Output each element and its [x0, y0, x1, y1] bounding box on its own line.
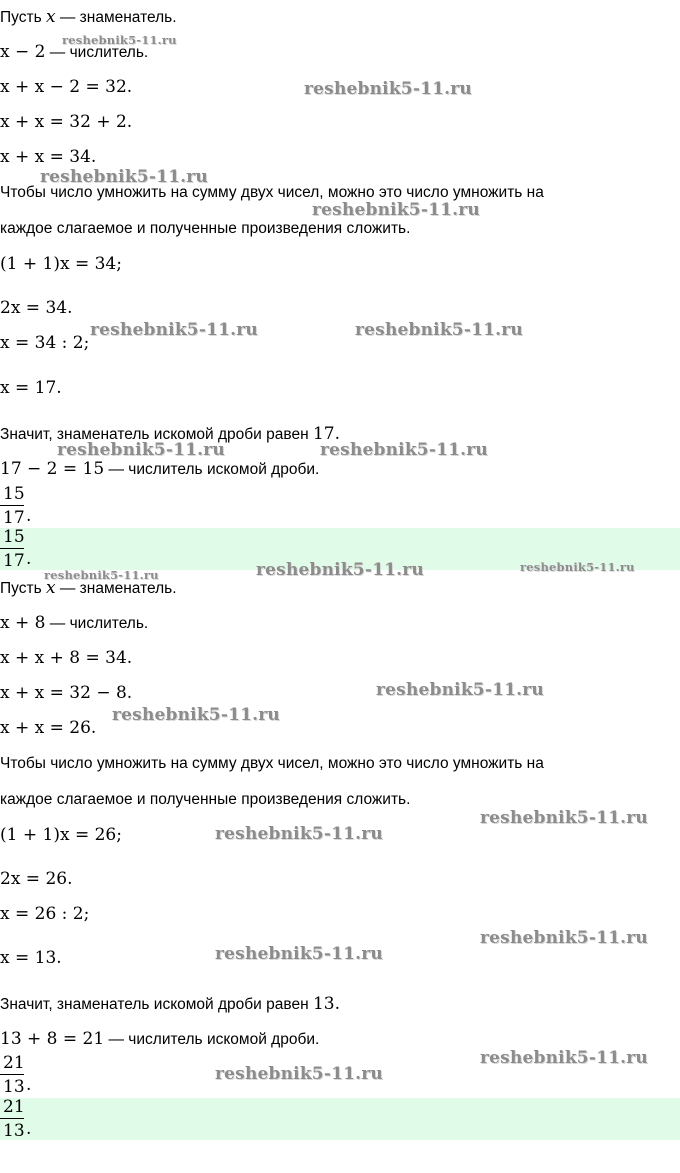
p1-fraction-bar [0, 505, 24, 506]
p2-eq-7: x = 13. [0, 948, 62, 968]
p2-numerator-calc: 13 + 8 = 21 [0, 1029, 105, 1049]
p2-numerator-line [0, 613, 148, 634]
p2-eq-4: (1 + 1)x = 26; [0, 825, 122, 845]
p1-numerator-expr: x − 2 [0, 42, 46, 62]
p1-fraction-dot: . [26, 506, 32, 526]
p1-eq-7: x = 17. [0, 378, 62, 398]
watermark: reshebnik5-11.ru [215, 824, 383, 844]
p1-conclusion-text: Значит, знаменатель искомой дроби равен [0, 426, 313, 443]
p2-fraction-dot: . [26, 1075, 32, 1095]
p1-eq-6: x = 34 : 2; [0, 333, 90, 353]
p1-eq-4: (1 + 1)x = 34; [0, 254, 122, 274]
p2-conclusion-num: 13. [312, 994, 340, 1014]
watermark: reshebnik5-11.ru [57, 440, 225, 460]
p1-fraction-denominator: 17 [3, 508, 25, 529]
p1-answer-denominator: 17 [3, 551, 25, 572]
watermark: reshebnik5-11.ru [112, 705, 280, 725]
p2-eq-6: x = 26 : 2; [0, 904, 90, 924]
p2-eq-1: x + x + 8 = 34. [0, 648, 133, 668]
p1-let-text-2: — знаменатель. [55, 9, 177, 26]
p1-numerator-result [0, 459, 319, 480]
watermark: reshebnik5-11.ru [312, 200, 480, 220]
p1-answer-numerator: 15 [3, 527, 25, 547]
p2-let-text-2: — знаменатель. [55, 580, 177, 597]
p1-answer-dot: . [26, 549, 32, 569]
p2-let-var: x [45, 578, 56, 598]
p2-answer-numerator: 21 [3, 1097, 25, 1117]
p1-numerator-calc: 17 − 2 = 15 [0, 459, 105, 479]
p1-eq-1: x + x − 2 = 32. [0, 77, 133, 97]
p2-fraction-denominator: 13 [3, 1077, 25, 1098]
p2-fraction-bar [0, 1074, 24, 1075]
watermark: reshebnik5-11.ru [320, 440, 488, 460]
p2-conclusion [0, 994, 340, 1015]
p1-eq-2: x + x = 32 + 2. [0, 112, 133, 132]
p1-eq-5: 2x = 34. [0, 298, 73, 318]
answer-band-2 [0, 1098, 680, 1140]
p2-eq-5: 2x = 26. [0, 869, 73, 889]
p2-eq-2: x + x = 32 − 8. [0, 683, 133, 703]
p2-numerator-expr: x + 8 [0, 613, 46, 633]
p1-answer-fraction [0, 527, 32, 572]
watermark: reshebnik5-11.ru [376, 680, 544, 700]
p2-numerator-result-text: — числитель искомой дроби. [104, 1031, 320, 1048]
p1-rule-1: Чтобы число умножить на сумму двух чисел, можно это число умножить на [0, 184, 544, 201]
watermark: reshebnik5-11.ru [480, 928, 648, 948]
watermark: reshebnik5-11.ru [304, 79, 472, 99]
watermark: reshebnik5-11.ru [40, 167, 208, 187]
p1-rule-2: каждое слагаемое и полученные произведения сложить. [0, 220, 411, 237]
p2-fraction [0, 1053, 32, 1098]
p1-answer-bar [0, 548, 24, 549]
p1-numerator-result-text: — числитель искомой дроби. [104, 461, 320, 478]
p2-eq-3: x + x = 26. [0, 718, 97, 738]
p1-fraction-numerator: 15 [3, 484, 25, 504]
watermark: reshebnik5-11.ru [90, 320, 258, 340]
p1-fraction [0, 484, 32, 529]
watermark: reshebnik5-11.ru [355, 320, 523, 340]
p1-numerator-text: — числитель. [45, 44, 149, 61]
p1-let-line [0, 7, 177, 28]
p2-fraction-numerator: 21 [3, 1053, 25, 1073]
p2-answer-bar [0, 1118, 24, 1119]
p2-numerator-text: — числитель. [45, 615, 149, 632]
p2-answer-denominator: 13 [3, 1121, 25, 1142]
watermark: reshebnik5-11.ru [520, 560, 635, 574]
watermark: reshebnik5-11.ru [480, 1048, 648, 1068]
p1-eq-3: x + x = 34. [0, 147, 97, 167]
p2-numerator-result [0, 1029, 319, 1050]
watermark: reshebnik5-11.ru [480, 808, 648, 828]
p2-answer-fraction [0, 1097, 32, 1142]
p2-answer-dot: . [26, 1119, 32, 1139]
p2-let-text: Пусть [0, 580, 46, 597]
watermark: reshebnik5-11.ru [215, 944, 383, 964]
p2-rule-1: Чтобы число умножить на сумму двух чисел, можно это число умножить на [0, 755, 544, 772]
watermark: reshebnik5-11.ru [256, 560, 424, 580]
p1-let-var: x [45, 7, 56, 27]
watermark: reshebnik5-11.ru [62, 33, 177, 47]
p2-rule-2: каждое слагаемое и полученные произведения сложить. [0, 791, 411, 808]
p1-conclusion-num: 17. [312, 424, 340, 444]
watermark: reshebnik5-11.ru [215, 1064, 383, 1084]
p1-let-text: Пусть [0, 9, 46, 26]
watermark: reshebnik5-11.ru [44, 568, 159, 582]
p2-conclusion-text: Значит, знаменатель искомой дроби равен [0, 996, 313, 1013]
